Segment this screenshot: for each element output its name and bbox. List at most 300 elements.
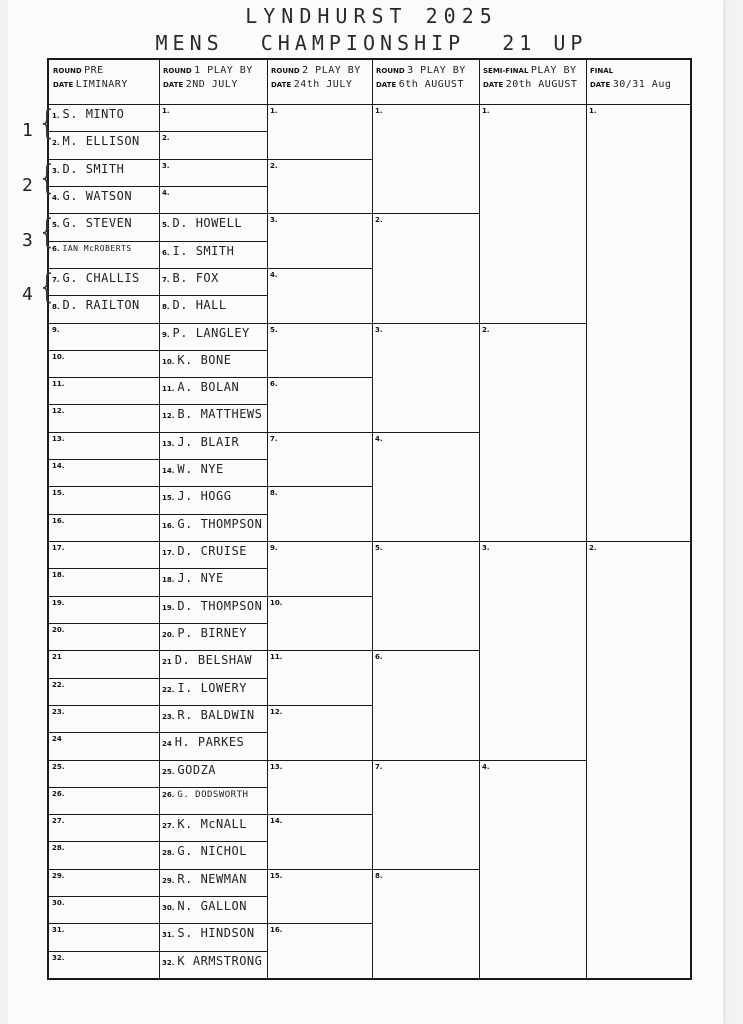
- round2-slot-number: 16.: [270, 926, 283, 935]
- round1-slot[interactable]: [162, 162, 264, 170]
- round1-player-name: GODZA: [177, 762, 217, 777]
- round2-slot-line: [267, 268, 372, 269]
- prelim-slot-line: [49, 486, 159, 487]
- round3-slot-line: [372, 432, 479, 433]
- prelim-slot-line: [49, 404, 159, 405]
- semi-slot[interactable]: [482, 763, 583, 771]
- prelim-slot-number: 23.: [52, 707, 65, 716]
- prelim-slot[interactable]: [52, 353, 156, 361]
- prelim-slot-number: 22.: [52, 680, 65, 689]
- prelim-slot[interactable]: [52, 708, 156, 716]
- prelim-slot[interactable]: [52, 544, 156, 552]
- round3-slot-number: 3.: [375, 325, 383, 334]
- round1-player-name: G. THOMPSON: [177, 516, 263, 531]
- round1-slot[interactable]: [162, 599, 264, 613]
- round2-slot[interactable]: [270, 489, 369, 497]
- round1-slot-line: [159, 295, 267, 296]
- prelim-slot[interactable]: [52, 326, 156, 334]
- round1-slot-number: 26.: [162, 790, 175, 799]
- prelim-slot-line: [49, 459, 159, 460]
- round2-slot-line: [267, 541, 372, 542]
- round2-slot-number: 10.: [270, 598, 283, 607]
- header-date-label: DATE: [376, 81, 399, 89]
- prelim-slot[interactable]: [52, 790, 156, 798]
- column-divider: [586, 60, 587, 978]
- round1-slot-line: [159, 541, 267, 542]
- round1-slot[interactable]: [162, 326, 264, 340]
- round2-slot[interactable]: [270, 599, 369, 607]
- header-date-hand: 2ND JULY: [185, 79, 238, 90]
- round1-slot-line: [159, 323, 267, 324]
- prelim-slot-number: 6.: [52, 244, 60, 253]
- header-date-label: DATE: [590, 81, 613, 89]
- round1-slot-line: [159, 377, 267, 378]
- round2-slot-number: 6.: [270, 380, 278, 389]
- prelim-player-name: G. WATSON: [62, 188, 133, 203]
- semi-slot[interactable]: [482, 544, 583, 552]
- round1-slot[interactable]: [162, 462, 264, 476]
- prelim-slot-number: 4.: [52, 193, 60, 202]
- column-divider: [372, 60, 373, 978]
- round2-slot-line: [267, 159, 372, 160]
- round1-slot-number: 15.: [162, 494, 175, 503]
- prelim-slot-line: [49, 541, 159, 542]
- round2-slot-number: 11.: [270, 653, 283, 662]
- round1-slot-line: [159, 268, 267, 269]
- round2-slot-line: [267, 650, 372, 651]
- round1-player-name: D. BELSHAW: [174, 653, 252, 668]
- round1-slot[interactable]: [162, 298, 264, 312]
- prelim-slot[interactable]: [52, 599, 156, 607]
- prelim-slot[interactable]: [52, 817, 156, 825]
- prelim-slot-line: [49, 350, 159, 351]
- round3-slot[interactable]: [375, 763, 476, 771]
- round1-slot[interactable]: [162, 571, 264, 585]
- prelim-slot-line: [49, 159, 159, 160]
- prelim-slot[interactable]: [52, 872, 156, 880]
- round2-slot[interactable]: [270, 653, 369, 661]
- header-round-label: ROUND: [271, 67, 303, 75]
- round1-slot-number: 31.: [162, 931, 175, 940]
- round1-slot[interactable]: [162, 271, 264, 285]
- round1-slot-line: [159, 841, 267, 842]
- round1-player-name: I. LOWERY: [177, 680, 247, 695]
- round1-slot-number: 16.: [162, 521, 175, 530]
- header-round-hand: PLAY BY: [530, 66, 577, 76]
- round1-slot[interactable]: [162, 107, 264, 115]
- prelim-slot-line: [49, 514, 159, 515]
- round1-slot[interactable]: [162, 626, 264, 640]
- round2-slot[interactable]: [270, 162, 369, 170]
- header-date-hand: 20th AUGUST: [505, 79, 578, 90]
- round3-slot-number: 5.: [375, 544, 383, 552]
- round2-slot-number: 8.: [270, 489, 278, 498]
- group-number: 2: [22, 175, 33, 196]
- header-label: [163, 66, 265, 76]
- round2-slot-number: 15.: [270, 871, 283, 880]
- round1-player-name: J. NYE: [177, 571, 224, 586]
- header-round-1: [163, 66, 265, 102]
- prelim-slot-line: [49, 951, 159, 952]
- round1-slot-line: [159, 760, 267, 761]
- round2-slot[interactable]: [270, 326, 369, 334]
- round1-player-name: G. NICHOL: [177, 844, 247, 859]
- round2-slot-line: [267, 869, 372, 870]
- round1-slot[interactable]: [162, 244, 264, 258]
- round2-slot[interactable]: [270, 926, 369, 934]
- header-round-label: ROUND: [163, 67, 195, 75]
- prelim-slot-number: 26.: [52, 789, 65, 798]
- prelim-slot[interactable]: [52, 681, 156, 689]
- round1-slot-number: 11.: [162, 385, 175, 394]
- header-date: [483, 80, 584, 90]
- round1-slot-number: 20.: [162, 630, 175, 639]
- round1-slot-number: 28.: [162, 849, 175, 858]
- header-date-label: DATE: [483, 81, 506, 89]
- round1-slot-line: [159, 678, 267, 679]
- prelim-slot[interactable]: [52, 926, 156, 934]
- prelim-slot-line: [49, 896, 159, 897]
- prelim-slot-number: 1.: [52, 112, 60, 120]
- header-round-hand: 2 PLAY BY: [302, 66, 361, 76]
- round1-slot[interactable]: [162, 407, 264, 421]
- round1-slot[interactable]: [162, 653, 264, 667]
- round1-slot[interactable]: [162, 844, 264, 858]
- prelim-slot[interactable]: [52, 763, 156, 771]
- header-date: [271, 80, 370, 90]
- header-date-hand: 24th JULY: [293, 79, 353, 90]
- round3-slot[interactable]: [375, 107, 476, 115]
- round3-slot[interactable]: [375, 653, 476, 661]
- semi-slot-number: 3.: [482, 544, 490, 552]
- prelim-slot-number: 2.: [52, 139, 60, 148]
- prelim-slot-number: 28.: [52, 844, 65, 853]
- round1-slot-number: 19.: [162, 603, 175, 612]
- prelim-slot[interactable]: [52, 107, 156, 121]
- header-label: [590, 66, 688, 76]
- round2-slot-line: [267, 377, 372, 378]
- prelim-slot-line: [49, 678, 159, 679]
- round1-player-name: K. BONE: [177, 352, 232, 367]
- round2-slot-number: 3.: [270, 216, 278, 225]
- round1-slot-line: [159, 213, 267, 214]
- draw-grid: [47, 58, 692, 980]
- prelim-slot-number: 31.: [52, 926, 65, 935]
- prelim-slot[interactable]: [52, 298, 156, 312]
- semi-slot-line: [479, 760, 586, 761]
- prelim-slot-number: 14.: [52, 462, 65, 471]
- round1-player-name: B. MATTHEWS: [177, 407, 263, 422]
- round3-slot-number: 7.: [375, 762, 383, 771]
- prelim-slot-number: 24: [52, 735, 62, 744]
- round1-slot-line: [159, 404, 267, 405]
- round2-slot[interactable]: [270, 872, 369, 880]
- round1-slot[interactable]: [162, 517, 264, 531]
- final-slot-number: 2.: [589, 544, 597, 552]
- round1-slot-number: 24: [162, 740, 172, 749]
- round1-slot[interactable]: [162, 872, 264, 886]
- prelim-slot[interactable]: [52, 844, 156, 852]
- header-round-hand: PRE: [84, 66, 104, 76]
- prelim-slot-number: 29.: [52, 871, 65, 880]
- round2-slot[interactable]: [270, 763, 369, 771]
- header-label: [271, 66, 370, 76]
- round1-slot-line: [159, 596, 267, 597]
- round3-slot-number: 6.: [375, 653, 383, 662]
- prelim-slot[interactable]: [52, 134, 156, 148]
- round1-slot[interactable]: [162, 899, 264, 913]
- prelim-slot-number: 5.: [52, 221, 60, 230]
- round2-slot-line: [267, 323, 372, 324]
- round1-player-name: P. BIRNEY: [177, 625, 247, 640]
- round1-player-name: J. HOGG: [177, 489, 232, 504]
- header-label: [483, 66, 584, 76]
- round1-slot-number: 7.: [162, 275, 170, 284]
- round2-slot-number: 12.: [270, 707, 283, 716]
- header-round-5: [590, 66, 688, 102]
- round1-player-name: A. BOLAN: [177, 380, 240, 395]
- round1-slot-line: [159, 732, 267, 733]
- round2-slot-number: 1.: [270, 107, 278, 115]
- prelim-slot-line: [49, 295, 159, 296]
- subtitle-championship: CHAMPIONSHIP: [260, 31, 466, 55]
- prelim-slot-number: 16.: [52, 516, 65, 525]
- prelim-slot-line: [49, 186, 159, 187]
- round1-slot[interactable]: [162, 189, 264, 197]
- prelim-slot-line: [49, 732, 159, 733]
- round1-slot-line: [159, 514, 267, 515]
- round1-player-name: P. LANGLEY: [172, 325, 250, 340]
- round2-slot[interactable]: [270, 544, 369, 552]
- round1-slot-number: 4.: [162, 188, 170, 197]
- round1-slot-line: [159, 623, 267, 624]
- round2-slot-line: [267, 596, 372, 597]
- round1-slot[interactable]: [162, 763, 264, 777]
- round1-slot[interactable]: [162, 216, 264, 230]
- prelim-slot[interactable]: [52, 435, 156, 443]
- final-slot-line: [586, 541, 690, 542]
- round1-slot[interactable]: [162, 544, 264, 558]
- round1-player-name: D. HALL: [172, 298, 227, 313]
- prelim-slot-line: [49, 814, 159, 815]
- round2-slot[interactable]: [270, 708, 369, 716]
- round1-slot-number: 22.: [162, 685, 175, 694]
- prelim-slot-number: 7.: [52, 275, 60, 284]
- header-label: [376, 66, 477, 76]
- final-slot[interactable]: [589, 107, 687, 115]
- prelim-slot-number: 13.: [52, 434, 65, 443]
- header-round-0: [53, 66, 157, 102]
- round2-slot-line: [267, 760, 372, 761]
- prelim-slot[interactable]: [52, 517, 156, 525]
- sheet-subtitle: [0, 31, 743, 55]
- round1-player-name: D. THOMPSON: [177, 598, 263, 613]
- round1-slot-line: [159, 896, 267, 897]
- round2-slot[interactable]: [270, 435, 369, 443]
- round1-slot-line: [159, 459, 267, 460]
- prelim-slot[interactable]: [52, 489, 156, 497]
- round1-slot-line: [159, 787, 267, 788]
- header-round-label: SEMI-FINAL: [483, 67, 531, 75]
- round1-slot-line: [159, 131, 267, 132]
- column-divider: [267, 60, 268, 978]
- prelim-slot[interactable]: [52, 735, 156, 743]
- prelim-slot[interactable]: [52, 571, 156, 579]
- round1-player-name: G. DODSWORTH: [177, 789, 249, 800]
- round2-slot-line: [267, 432, 372, 433]
- round1-player-name: R. NEWMAN: [177, 871, 247, 886]
- column-divider: [479, 60, 480, 978]
- round1-slot-line: [159, 568, 267, 569]
- prelim-slot[interactable]: [52, 899, 156, 907]
- prelim-slot[interactable]: [52, 462, 156, 470]
- round1-slot[interactable]: [162, 489, 264, 503]
- column-divider: [159, 60, 160, 978]
- round1-slot-number: 21: [162, 658, 172, 667]
- prelim-slot[interactable]: [52, 626, 156, 634]
- group-number: 4: [22, 284, 33, 306]
- round1-slot-number: 18.: [162, 576, 175, 585]
- prelim-slot[interactable]: [52, 162, 156, 176]
- prelim-slot[interactable]: [52, 244, 156, 253]
- round1-slot-number: 3.: [162, 161, 170, 170]
- round1-slot-number: 30.: [162, 904, 175, 913]
- prelim-player-name: IAN McROBERTS: [62, 243, 132, 253]
- prelim-slot-number: 10.: [52, 352, 65, 361]
- prelim-slot-number: 11.: [52, 380, 65, 389]
- prelim-player-name: G. STEVEN: [62, 216, 133, 231]
- semi-slot-line: [479, 541, 586, 542]
- header-date-label: DATE: [271, 81, 294, 89]
- round2-slot-number: 13.: [270, 762, 283, 771]
- prelim-player-name: D. SMITH: [62, 161, 125, 176]
- round1-slot-number: 2.: [162, 134, 170, 143]
- header-round-3: [376, 66, 477, 102]
- round2-slot[interactable]: [270, 817, 369, 825]
- round3-slot-number: 8.: [375, 871, 383, 880]
- round2-slot[interactable]: [270, 216, 369, 224]
- final-slot[interactable]: [589, 544, 687, 552]
- round1-slot[interactable]: [162, 353, 264, 367]
- round1-slot[interactable]: [162, 790, 264, 800]
- prelim-slot-number: 20.: [52, 625, 65, 634]
- round1-slot[interactable]: [162, 708, 264, 722]
- prelim-slot-line: [49, 241, 159, 242]
- round3-slot-number: 1.: [375, 107, 383, 115]
- round3-slot-number: 4.: [375, 434, 383, 443]
- prelim-slot[interactable]: [52, 216, 156, 230]
- round1-slot[interactable]: [162, 134, 264, 142]
- round1-slot-number: 6.: [162, 248, 170, 257]
- prelim-slot[interactable]: [52, 380, 156, 388]
- header-date-label: DATE: [53, 81, 76, 89]
- round1-slot-line: [159, 814, 267, 815]
- round1-player-name: N. GALLON: [177, 899, 247, 914]
- round1-player-name: W. NYE: [177, 462, 224, 477]
- round1-player-name: I. SMITH: [172, 243, 235, 258]
- round2-slot[interactable]: [270, 271, 369, 279]
- round1-slot[interactable]: [162, 435, 264, 449]
- round1-slot[interactable]: [162, 817, 264, 831]
- round1-slot[interactable]: [162, 380, 264, 394]
- round1-slot[interactable]: [162, 926, 264, 940]
- semi-slot-number: 4.: [482, 762, 490, 771]
- prelim-slot-number: 19.: [52, 598, 65, 607]
- round3-slot[interactable]: [375, 326, 476, 334]
- round1-player-name: S. HINDSON: [177, 926, 255, 941]
- prelim-slot[interactable]: [52, 271, 156, 285]
- header-date: [53, 80, 157, 90]
- semi-slot[interactable]: [482, 326, 583, 334]
- prelim-slot-number: 18.: [52, 571, 65, 580]
- semi-slot-line: [479, 323, 586, 324]
- prelim-slot[interactable]: [52, 653, 156, 661]
- round3-slot-line: [372, 760, 479, 761]
- round1-slot-number: 32.: [162, 958, 175, 967]
- prelim-slot-line: [49, 268, 159, 269]
- round1-slot[interactable]: [162, 681, 264, 695]
- prelim-slot-line: [49, 705, 159, 706]
- round2-slot-number: 14.: [270, 817, 283, 826]
- prelim-slot-number: 9.: [52, 325, 60, 334]
- prelim-slot-line: [49, 787, 159, 788]
- prelim-slot-number: 8.: [52, 303, 60, 312]
- round3-slot[interactable]: [375, 872, 476, 880]
- round2-slot-line: [267, 814, 372, 815]
- round1-slot-line: [159, 350, 267, 351]
- subtitle-mens: MENS: [155, 31, 224, 55]
- round3-slot-line: [372, 213, 479, 214]
- header-round-hand: 3 PLAY BY: [407, 66, 466, 76]
- semi-slot[interactable]: [482, 107, 583, 115]
- prelim-slot-line: [49, 131, 159, 132]
- round3-slot[interactable]: [375, 216, 476, 224]
- round1-slot-line: [159, 159, 267, 160]
- round2-slot-line: [267, 486, 372, 487]
- round3-slot[interactable]: [375, 544, 476, 552]
- prelim-player-name: M. ELLISON: [62, 134, 140, 149]
- round1-slot-number: 25.: [162, 767, 175, 776]
- round2-slot[interactable]: [270, 107, 369, 115]
- header-round-label: FINAL: [590, 67, 614, 75]
- round1-player-name: B. FOX: [172, 270, 219, 285]
- round1-slot-line: [159, 869, 267, 870]
- header-round-2: [271, 66, 370, 102]
- group-brace-icon: {: [40, 266, 54, 307]
- prelim-slot-number: 15.: [52, 489, 65, 498]
- round1-slot-line: [159, 432, 267, 433]
- prelim-slot[interactable]: [52, 189, 156, 203]
- round2-slot[interactable]: [270, 380, 369, 388]
- round1-slot[interactable]: [162, 954, 264, 968]
- prelim-slot-line: [49, 869, 159, 870]
- group-brace-icon: {: [40, 212, 54, 253]
- prelim-slot-number: 30.: [52, 899, 65, 908]
- round1-slot[interactable]: [162, 735, 264, 749]
- round1-slot-line: [159, 705, 267, 706]
- header-round-label: ROUND: [376, 67, 408, 75]
- round2-slot-line: [267, 705, 372, 706]
- prelim-slot-line: [49, 923, 159, 924]
- prelim-slot[interactable]: [52, 954, 156, 962]
- group-brace-icon: {: [40, 103, 54, 143]
- prelim-slot-line: [49, 596, 159, 597]
- round3-slot[interactable]: [375, 435, 476, 443]
- prelim-slot-line: [49, 650, 159, 651]
- header-divider: [49, 104, 690, 105]
- prelim-slot[interactable]: [52, 407, 156, 415]
- round1-slot-number: 8.: [162, 303, 170, 312]
